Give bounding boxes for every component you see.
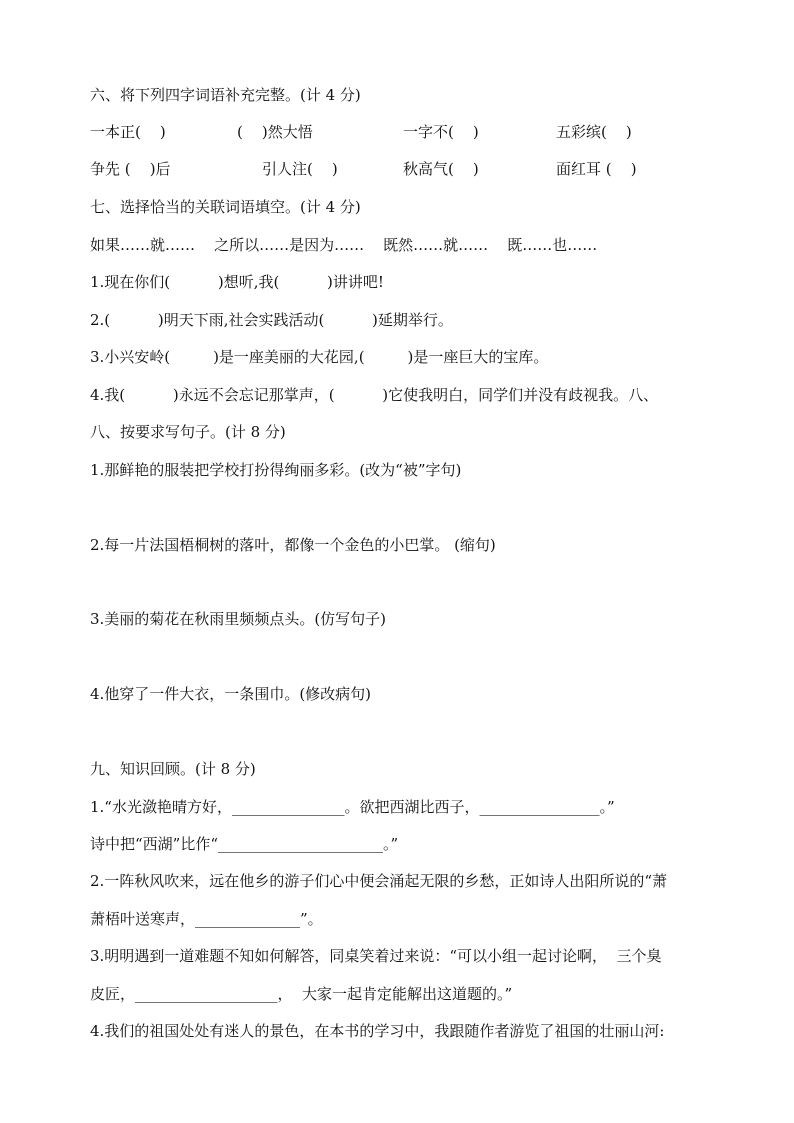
section-8-question-4: 4.他穿了一件大衣，一条围巾。(修改病句) (90, 685, 372, 703)
idiom-blank-4: 五彩缤( ) (556, 123, 632, 141)
conjunction-options: 如果……就…… 之所以……是因为…… 既然……就…… 既……也…… (90, 236, 598, 254)
idiom-blank-8: 面红耳 ( ) (556, 160, 637, 178)
section-7-question-1: 1.现在你们( )想听,我( )讲讲吧! (90, 273, 384, 291)
section-7-question-2: 2.( )明天下雨,社会实践活动( )延期举行。 (90, 311, 453, 329)
section-9-question-4: 4.我们的祖国处处有迷人的景色，在本书的学习中，我跟随作者游览了祖国的壮丽山河: (90, 1022, 665, 1040)
idiom-blank-6: 引人注( ) (262, 160, 338, 178)
section-8-heading: 八、按要求写句子。(计 8 分) (90, 423, 286, 441)
idiom-blank-3: 一字不( ) (403, 123, 479, 141)
section-8-question-2: 2.每一片法国梧桐树的落叶，都像一个金色的小巴掌。 (缩句) (90, 536, 496, 554)
idiom-blank-1: 一本正( ) (90, 123, 166, 141)
section-6-heading: 六、将下列四字词语补充完整。(计 4 分) (90, 86, 361, 104)
section-9-question-3-line-2: 皮匠，___________________， 大家一起肯定能解出这道题的。” (90, 985, 513, 1003)
idiom-blank-2: ( )然大悟 (237, 123, 313, 141)
idiom-blank-5: 争先 ( )后 (90, 160, 171, 178)
section-7-question-4: 4.我( )永远不会忘记那掌声，( )它使我明白，同学们并没有歧视我。八、 (90, 386, 659, 404)
section-9-question-1-line-2: 诗中把“西湖”比作“______________________。” (90, 835, 399, 853)
idiom-blank-7: 秋高气( ) (403, 160, 479, 178)
section-7-question-3: 3.小兴安岭( )是一座美丽的大花园,( )是一座巨大的宝库。 (90, 348, 549, 366)
section-9-heading: 九、知识回顾。(计 8 分) (90, 760, 256, 778)
section-9-question-1: 1.“水光潋艳晴方好，_______________。欲把西湖比西子，________________。” (90, 798, 615, 816)
section-8-question-1: 1.那鲜艳的服装把学校打扮得绚丽多彩。(改为“被”字句) (90, 461, 462, 479)
section-9-question-3: 3.明明遇到一道难题不知如何解答，同桌笑着过来说：“可以小组一起讨论啊， 三个臭 (90, 947, 662, 965)
section-9-question-2-line-2: 萧梧叶送寒声，______________”。 (90, 910, 323, 928)
section-8-question-3: 3.美丽的菊花在秋雨里频频点头。(仿写句子) (90, 610, 387, 628)
section-9-question-2: 2.一阵秋风吹来，远在他乡的游子们心中便会涌起无限的乡愁，正如诗人出阳所说的“萧 (90, 872, 667, 890)
section-7-heading: 七、选择恰当的关联词语填空。(计 4 分) (90, 198, 361, 216)
